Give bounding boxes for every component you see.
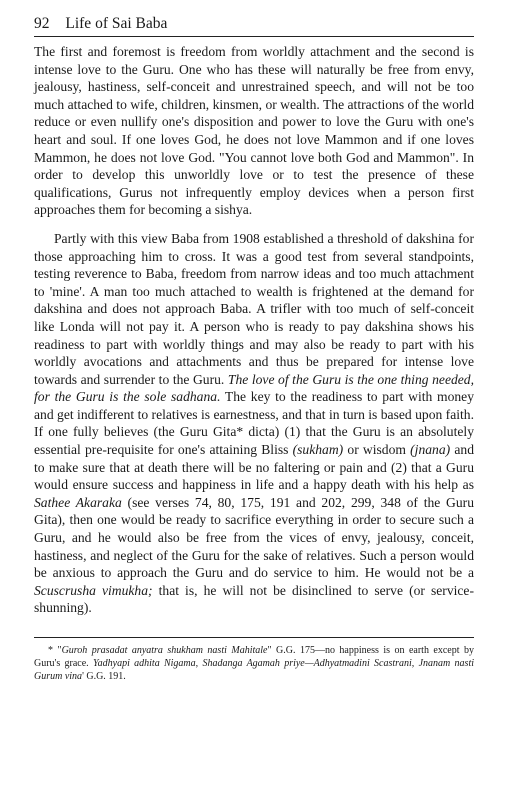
italic-scuscrusha-vimukha: Scuscrusha vimukha; — [34, 582, 153, 598]
page-number: 92 — [34, 15, 50, 32]
italic-sukham: (sukham) — [292, 442, 344, 458]
footnote-italic-quote-2: Yadhyapi adhita Nigama, Shadanga Agamah priye—Adhyatmadini Scastrani, Jnanam nasti Gurum vina — [34, 658, 474, 682]
footnote — [34, 644, 474, 683]
paragraph-2-text: (see verses 74, 80, 175, 191 and 202, 299, 348 of the Guru Gita), then one would be ready to sacrifice everything in order to secure such a Guru, and he would also be free from the vices of envy, jealousy, conceit, hastiness, and neglect of the Guru for the sake of relatives. Such a person would be anxious to approach the Guru and do service to him. He would not be a — [34, 494, 474, 581]
paragraph-2 — [34, 230, 474, 617]
footnote-text: ' G.G. 191. — [82, 671, 126, 682]
paragraph-2-text: or wisdom — [343, 442, 411, 458]
footnote-text: * " — [48, 645, 62, 656]
paragraph-1: The first and foremost is freedom from worldly attachment and the second is intense love to the Guru. One who has these will naturally be free from envy, jealousy, hastiness, self-conceit and unrestrained speech, and will not be too much attached to wife, children, kinsmen, or wealth. The attractions of the world reduce or even nullify one's disposition and power to love the Guru with one's heart and soul. If one loves God, he does not love Mammon and if one loves Mammon, he does not love God. "You cannot love both God and Mammon". In order to develop this unworldly love or to test the presence of these qualifications, Gurus not infrequently employ devices when a person first approaches them for becoming a sishya. — [34, 44, 474, 218]
footnote-divider — [34, 637, 474, 638]
footnote-italic-quote-1: Guroh prasadat anyatra shukham nasti Mahitale — [61, 645, 268, 656]
paragraph-2-text: Partly with this view Baba from 1908 established a threshold of dakshina for those approaching him to cross. It was a good test from several standpoints, testing reverence to Baba, freedom from narrow ideas and too much attachment to 'mine'. A man too much attached to wealth is frightened at the demand for dakshina and does not approach Baba. A trifler with too much of self-conceit like Londa will not pay it. A person who is ready to pay dakshina shows his readiness to part with worldly things and may also be ready to part with his worldly avocations and attachments and thus be prepared for intense love towards and surrender to the Guru. — [34, 230, 474, 387]
paragraph-2-text: that is, he will not be disinclined to serve (or service-shunning). — [34, 582, 474, 616]
footnote-text: " G.G. 175—no happiness is on earth except by Guru's grace. — [34, 645, 474, 669]
page-header — [34, 14, 474, 37]
italic-guru-sadhana: The love of the Guru is the one thing needed, for the Guru is the sole sadhana. — [34, 371, 474, 405]
paragraph-2-text: The key to the readiness to part with money and get indifferent to relatives is earnestness, and that in turn is based upon faith. If one fully believes (the Guru Gita* dicta) (1) that the Guru is an absolutely essential pre-requisite for one's attaining Bliss — [34, 389, 474, 458]
running-title: Life of Sai Baba — [65, 15, 168, 32]
italic-sathee-akaraka: Sathee Akaraka — [34, 494, 122, 510]
italic-jnana: (jnana) — [410, 442, 451, 458]
paragraph-2-text: and to make sure that at death there will be no faltering or pain and (2) that a Guru would ensure success and happiness in life and a happy death with his help as — [34, 442, 474, 493]
